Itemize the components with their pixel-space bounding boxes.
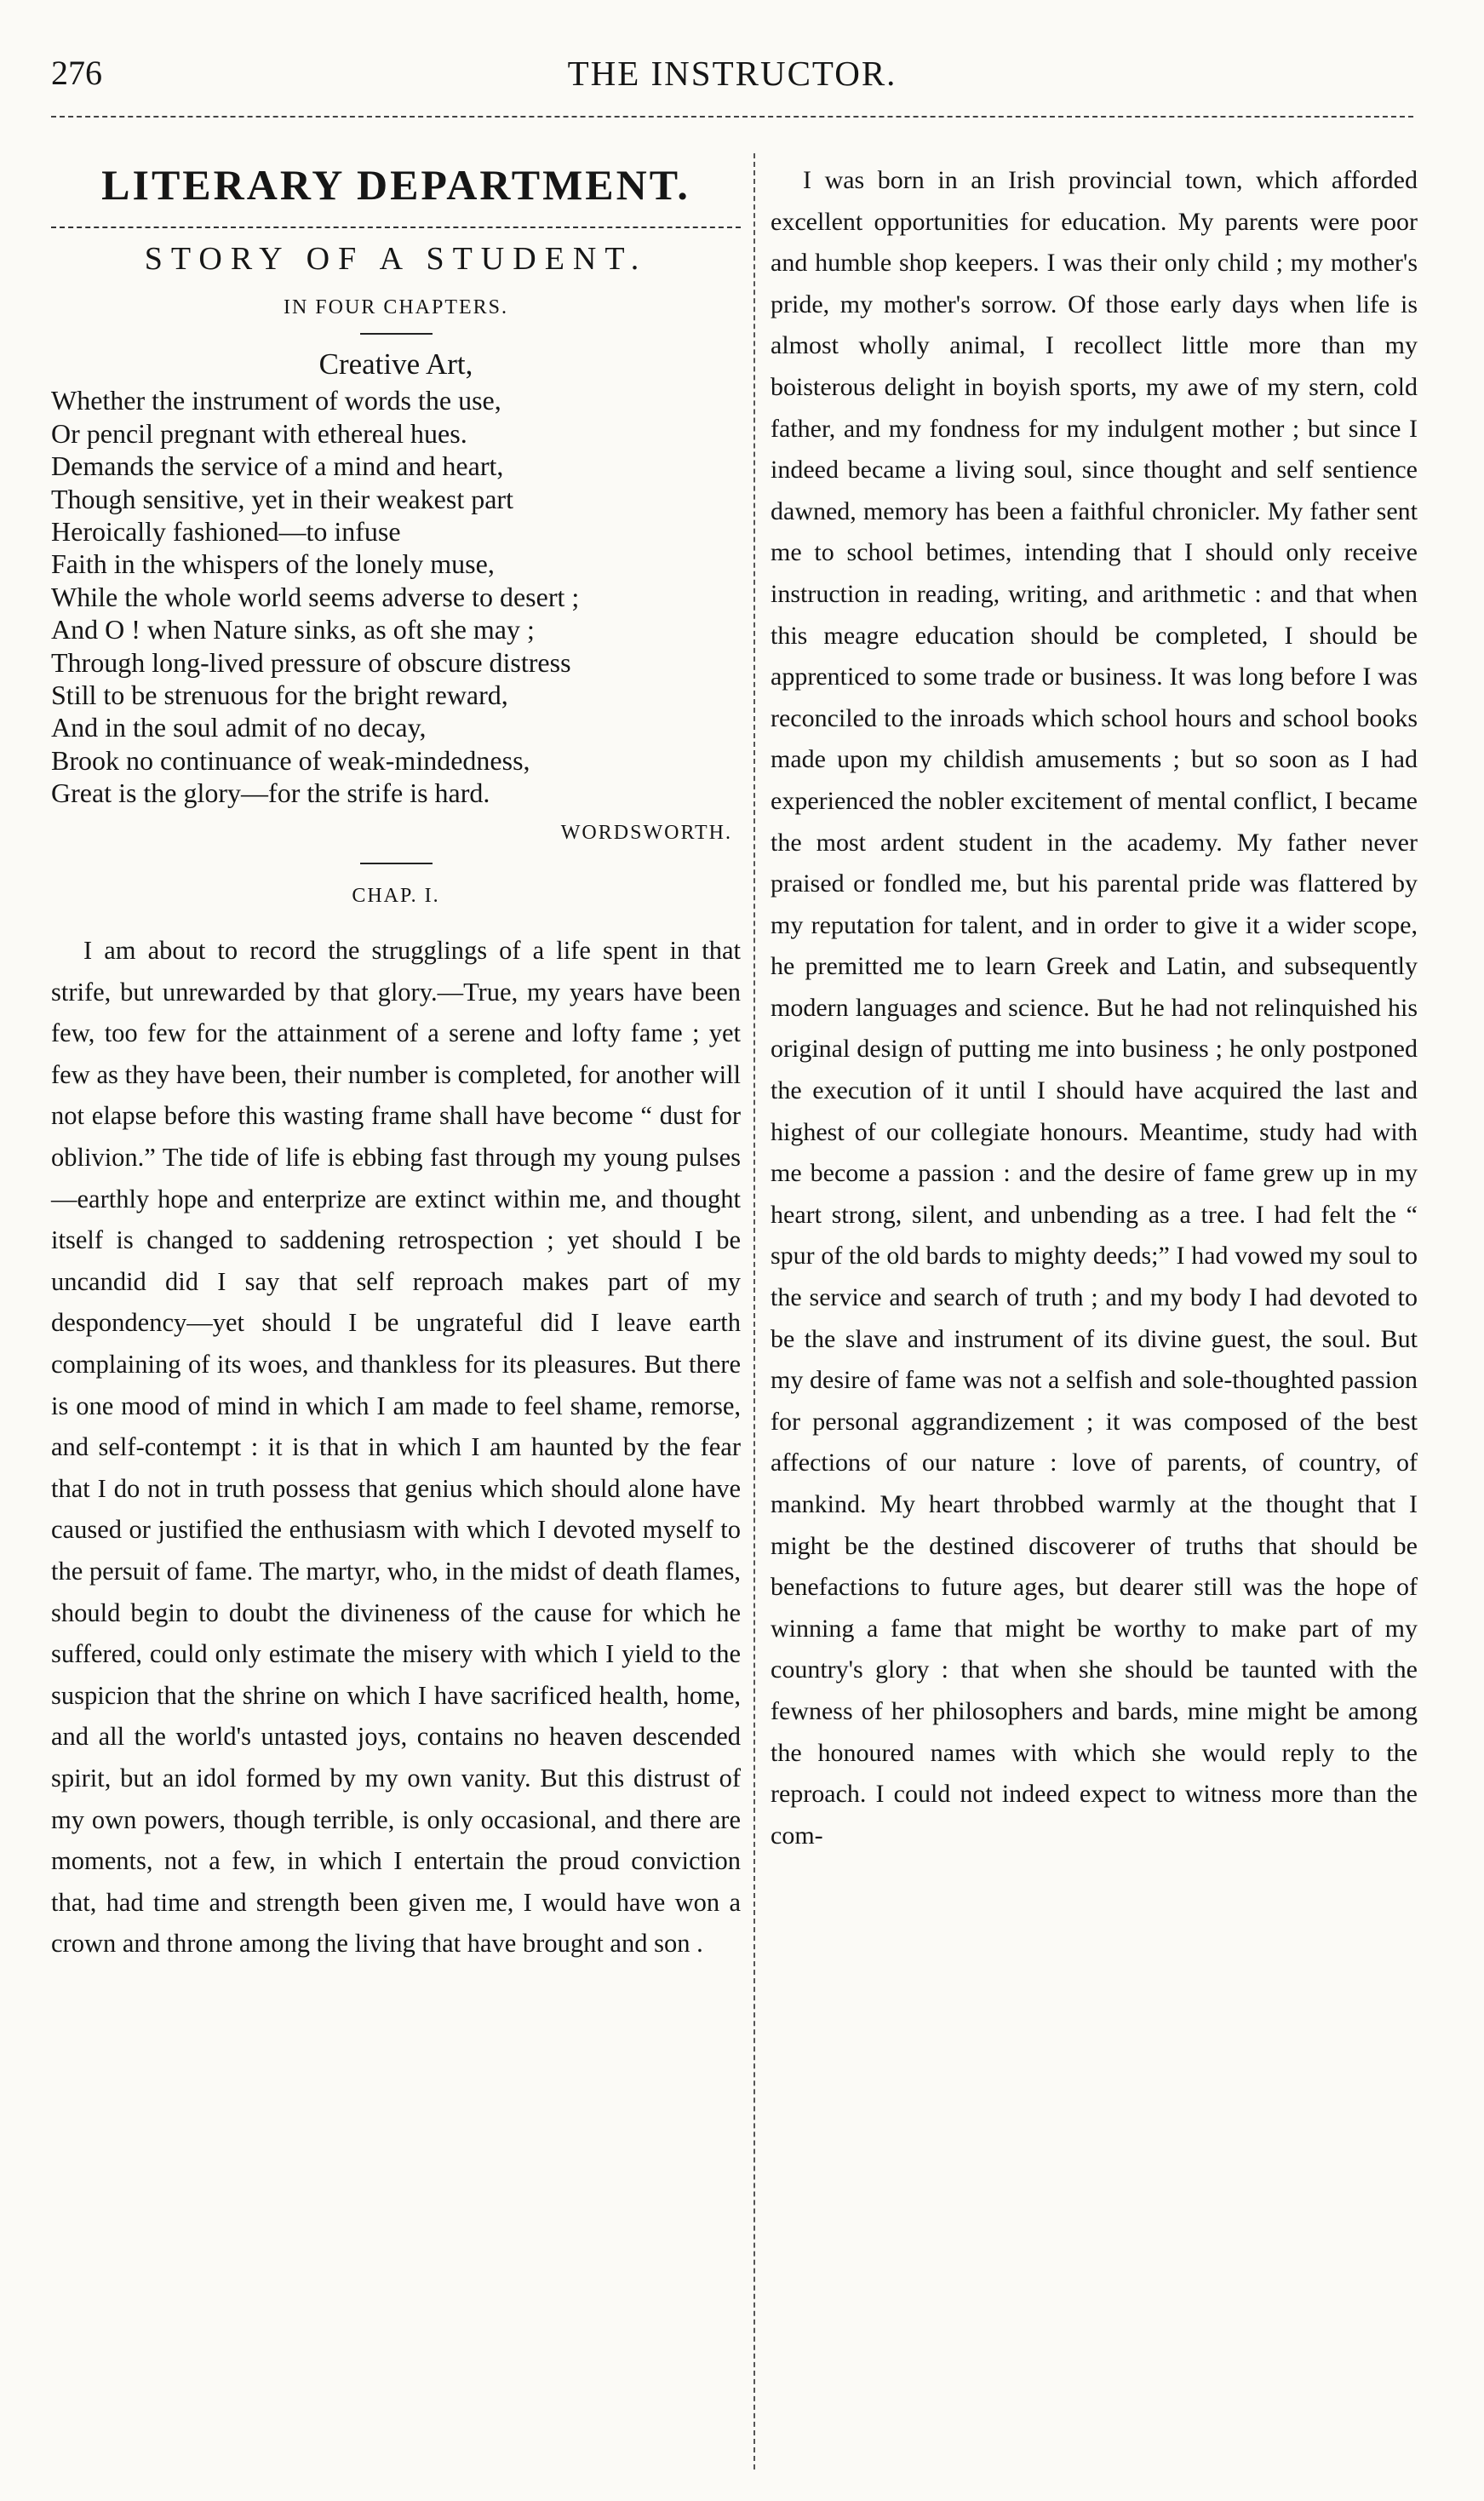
left-column	[51, 160, 741, 1965]
header-rule	[51, 116, 1413, 118]
poem-line: Still to be strenuous for the bright reward,	[51, 680, 508, 711]
running-title: THE INSTRUCTOR.	[567, 54, 897, 93]
body-paragraph-right: I was born in an Irish provincial town, which afforded excellent opportunities for education. My parents were poor and humble shop keepers. I was their only child ; my mother's pride, my mother's sorrow. Of those early days when life is almost wholly animal, I recollect little more than my boisterous delight in boyish sports, my awe of my stern, cold father, and my fondness for my indulgent mother ; but since I indeed became a living soul, since thought and self sentience dawned, memory has been a faithful chronicler. My father sent me to school betimes, intending that I should only receive instruction in reading, writing, and arithmetic : and that when this meagre education should be completed, I should be apprenticed to some trade or business. It was long before I was reconciled to the inroads which school hours and school books made upon my childish amusements ; but so soon as I had experienced the nobler excitement of mental conflict, I became the most ardent student in the academy. My father never praised or fondled me, but his parental pride was flattered by my reputation for talent, and in order to give it a wider scope, he premitted me to learn Greek and Latin, and subsequently modern languages and science. But he had not relinquished his original design of putting me into business ; he only postponed the execution of it until I should have acquired the last and highest of our collegiate honours. Meantime, study had with me become a passion : and the desire of fame grew up in my heart strong, silent, and unbending as a tree. I had felt the “ spur of the old bards to mighty deeds;” I had vowed my soul to the service and search of truth ; and my body I had devoted to be the slave and instrument of its divine guest, the soul. But my desire of fame was not a selfish and sole-thoughted passion for personal aggrandizement ; it was composed of the best affections of our nature : love of parents, of country, of mankind. My heart throbbed warmly at the thought that I might be the destined discoverer of truths that should be benefactions to future ages, but dearer still was the hope of winning a fame that might be worthy to make part of my country's glory : that when she should be taunted with the fewness of her philosophers and bards, mine might be among the honoured names with which she would reply to the reproach. I could not indeed expect to witness more than the com-	[771, 166, 1418, 1850]
page-number: 276	[51, 54, 102, 92]
department-rule	[51, 227, 741, 228]
poem-line: While the whole world seems adverse to desert ;	[51, 581, 580, 612]
chapter-heading: CHAP. I.	[352, 885, 440, 908]
poem-line: Heroically fashioned—to infuse	[51, 516, 401, 548]
page-header	[51, 53, 1413, 104]
right-column	[771, 160, 1418, 1856]
poem-line: Brook no continuance of weak-mindedness,	[51, 744, 530, 776]
poem-line: And in the soul admit of no decay,	[51, 712, 427, 743]
poem-line: Whether the instrument of words the use,	[51, 385, 501, 416]
poem-line: Great is the glory—for the strife is hard.	[51, 777, 490, 809]
poem-title: Creative Art,	[318, 347, 473, 381]
separator-rule	[360, 863, 433, 864]
story-subtitle: IN FOUR CHAPTERS.	[283, 296, 509, 318]
separator-rule	[360, 333, 433, 335]
poem-line: And O ! when Nature sinks, as oft she may ;	[51, 614, 535, 645]
column-divider	[753, 153, 755, 2469]
story-title: STORY OF A STUDENT.	[144, 241, 648, 277]
poem-attribution: WORDSWORTH.	[560, 821, 732, 844]
epigraph-poem	[51, 348, 741, 849]
poem-line: Faith in the whispers of the lonely muse,	[51, 548, 495, 580]
poem-line: Though sensitive, yet in their weakest part	[51, 483, 513, 514]
poem-line: Through long-lived pressure of obscure distress	[51, 646, 571, 678]
body-paragraph-left: I am about to record the strugglings of a life spent in that strife, but unrewarded by that glory.—True, my years have been few, too few for the attainment of a serene and lofty fame ; yet few as they have been, their number is completed, for another will not elapse before this wasting frame shall have become “ dust for oblivion.” The tide of life is ebbing fast through my young pulses—earthly hope and enterprize are extinct within me, and thought itself is changed to saddening retrospection ; yet should I be uncandid did I say that self reproach makes part of my despondency—yet should I be ungrateful did I leave earth complaining of its woes, and thankless for its pleasures. But there is one mood of mind in which I am made to feel shame, remorse, and self-contempt : it is that in which I am haunted by the fear that I do not in truth possess that genius which should alone have caused or justified the enthusiasm with which I devoted myself to the persuit of fame. The martyr, who, in the midst of death flames, should begin to doubt the divineness of the cause for which he suffered, could only estimate the misery with which I yield to the suspicion that the shrine on which I have sacrificed health, home, and all the world's untasted joys, contains no heaven descended spirit, but an idol formed by my own vanity. But this distrust of my own powers, though terrible, is only occasional, and there are moments, not a few, in which I entertain the proud conviction that, had time and strength been given me, I would have won a crown and throne among the living that have brought and son .	[51, 936, 741, 1959]
department-heading: LITERARY DEPARTMENT.	[101, 161, 690, 209]
poem-line: Or pencil pregnant with ethereal hues.	[51, 417, 467, 449]
poem-line: Demands the service of a mind and heart,	[51, 450, 504, 482]
